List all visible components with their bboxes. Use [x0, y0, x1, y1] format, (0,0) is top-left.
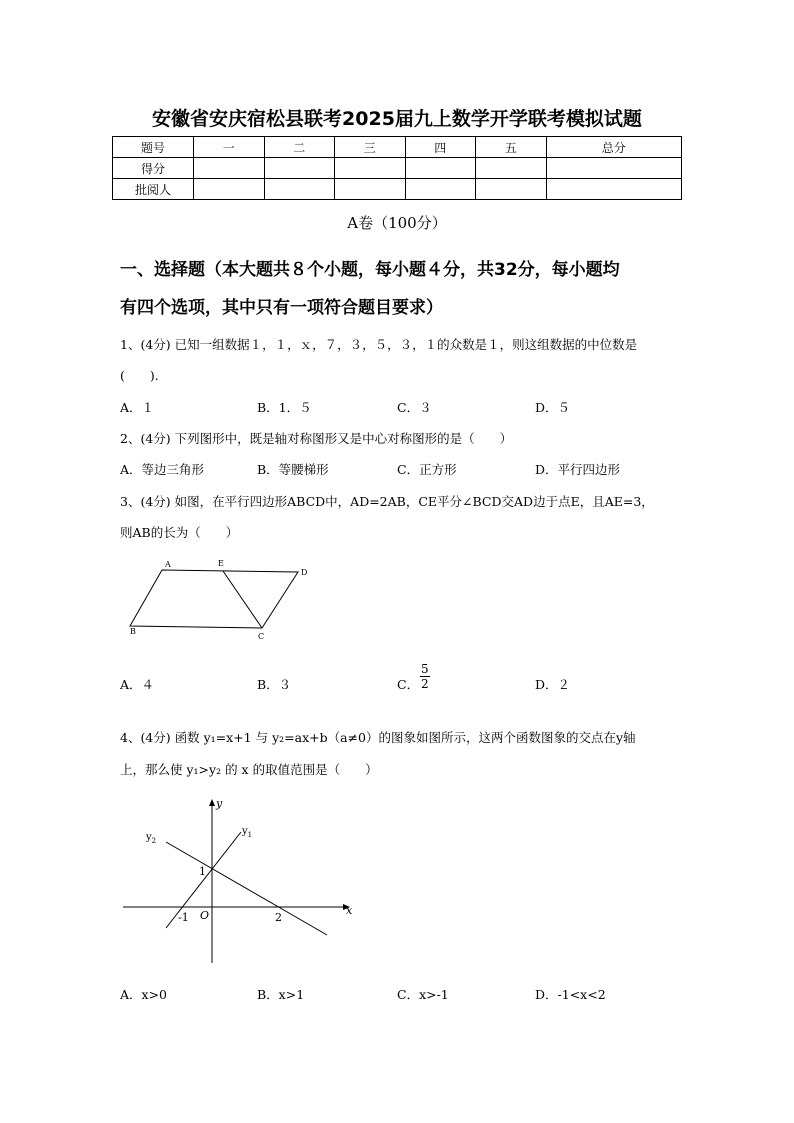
table-cell: 三: [335, 137, 406, 158]
q4-option-b: B．x>1: [257, 987, 305, 1002]
table-cell: [476, 179, 547, 200]
line-y2: [166, 842, 327, 935]
part1-heading-line2: 有四个选项，其中只有一项符合题目要求）: [120, 298, 443, 318]
table-cell: [264, 179, 335, 200]
parallelogram-figure: [120, 555, 320, 645]
q4-option-d: D．-1<x<2: [535, 987, 606, 1002]
origin-label: O: [200, 909, 210, 922]
parallelogram-abcd: [130, 570, 298, 628]
table-cell: 批阅人: [113, 179, 194, 200]
q2-option-a: A．等边三角形: [120, 462, 205, 477]
x-axis-label: x: [346, 904, 353, 917]
table-cell: 一: [194, 137, 265, 158]
q2-option-c: C．正方形: [397, 462, 457, 477]
label-e: E: [218, 559, 224, 568]
label-c: C: [258, 632, 265, 641]
tick-label-neg1: -1: [178, 911, 189, 924]
table-cell: [264, 158, 335, 179]
table-cell: [194, 158, 265, 179]
q2-option-b: B．等腰梯形: [257, 462, 329, 477]
score-table-row: [113, 179, 682, 200]
q4-option-a: A．x>0: [120, 987, 168, 1002]
table-cell: 题号: [113, 137, 194, 158]
q1-stem-line2: ( ).: [120, 368, 159, 383]
part1-heading-line1: 一、选择题（本大题共８个小题，每小题４分，共32分，每小题均: [120, 260, 620, 280]
q3-stem-line1: 3、(4分) 如图，在平行四边形ABCD中，AD=2AB，CE平分∠BCD交AD边于点E，且AE=3，: [120, 494, 654, 509]
segment-ce: [223, 571, 262, 628]
q1-stem-line1: 1、(4分) 已知一组数据１，１，ｘ，７，３，５，３，１的众数是１，则这组数据的中位数是: [120, 337, 638, 352]
q2-option-d: D．平行四边形: [535, 462, 621, 477]
q1-option-b: B．1．５: [257, 400, 312, 415]
q3-option-b: B．３: [257, 677, 292, 692]
q3-option-c: [397, 675, 419, 693]
page-title: 安徽省安庆宿松县联考2025届九上数学开学联考模拟试题: [152, 108, 642, 130]
y-axis-arrow: [209, 799, 215, 806]
q3-option-c-fraction: [420, 662, 430, 691]
table-cell: 得分: [113, 158, 194, 179]
section-a-heading: A卷（100分）: [347, 214, 447, 232]
y-axis-label: y: [216, 797, 223, 810]
function-graph-figure: [120, 795, 370, 970]
q1-option-c: C．３: [397, 400, 432, 415]
score-table-row: [113, 158, 682, 179]
q3-option-d: D．２: [535, 677, 571, 692]
table-cell: [546, 179, 682, 200]
table-cell: [405, 179, 476, 200]
q4-stem-line1: 4、(4分) 函数 y₁=x+1 与 y₂=ax+b（a≠0）的图象如图所示，这两个函数图象的交点在y轴: [120, 730, 636, 745]
q1-option-d: D．５: [535, 400, 571, 415]
tick-label-1: 1: [199, 865, 206, 878]
table-cell: 二: [264, 137, 335, 158]
q4-stem-line2: 上，那么使 y₁>y₂ 的 x 的取值范围是（ ）: [120, 762, 378, 777]
q4-option-c: C．x>-1: [397, 987, 449, 1002]
q3-option-a: A．４: [120, 677, 155, 692]
table-cell: [335, 158, 406, 179]
y2-label: $y_2$: [146, 832, 157, 845]
table-cell: 五: [476, 137, 547, 158]
q1-option-a: A．１: [120, 400, 155, 415]
q3-option-c-label: C．: [397, 677, 420, 692]
table-cell: [405, 158, 476, 179]
q2-stem: 2、(4分) 下列图形中，既是轴对称图形又是中心对称图形的是（ ）: [120, 431, 513, 446]
table-cell: 总分: [546, 137, 682, 158]
fraction-denominator: 2: [421, 677, 429, 691]
score-table-header-row: [113, 137, 682, 158]
y1-label: $y_1$: [242, 826, 253, 839]
table-cell: [476, 158, 547, 179]
q3-stem-line2: 则AB的长为（ ）: [120, 525, 239, 540]
table-cell: 四: [405, 137, 476, 158]
label-d: D: [301, 568, 308, 577]
table-cell: [546, 158, 682, 179]
table-cell: [335, 179, 406, 200]
tick-label-2: 2: [275, 911, 282, 924]
fraction-numerator: 5: [421, 662, 429, 676]
label-a: A: [165, 560, 171, 569]
table-cell: [194, 179, 265, 200]
score-table: [112, 136, 682, 200]
label-b: B: [130, 627, 136, 636]
